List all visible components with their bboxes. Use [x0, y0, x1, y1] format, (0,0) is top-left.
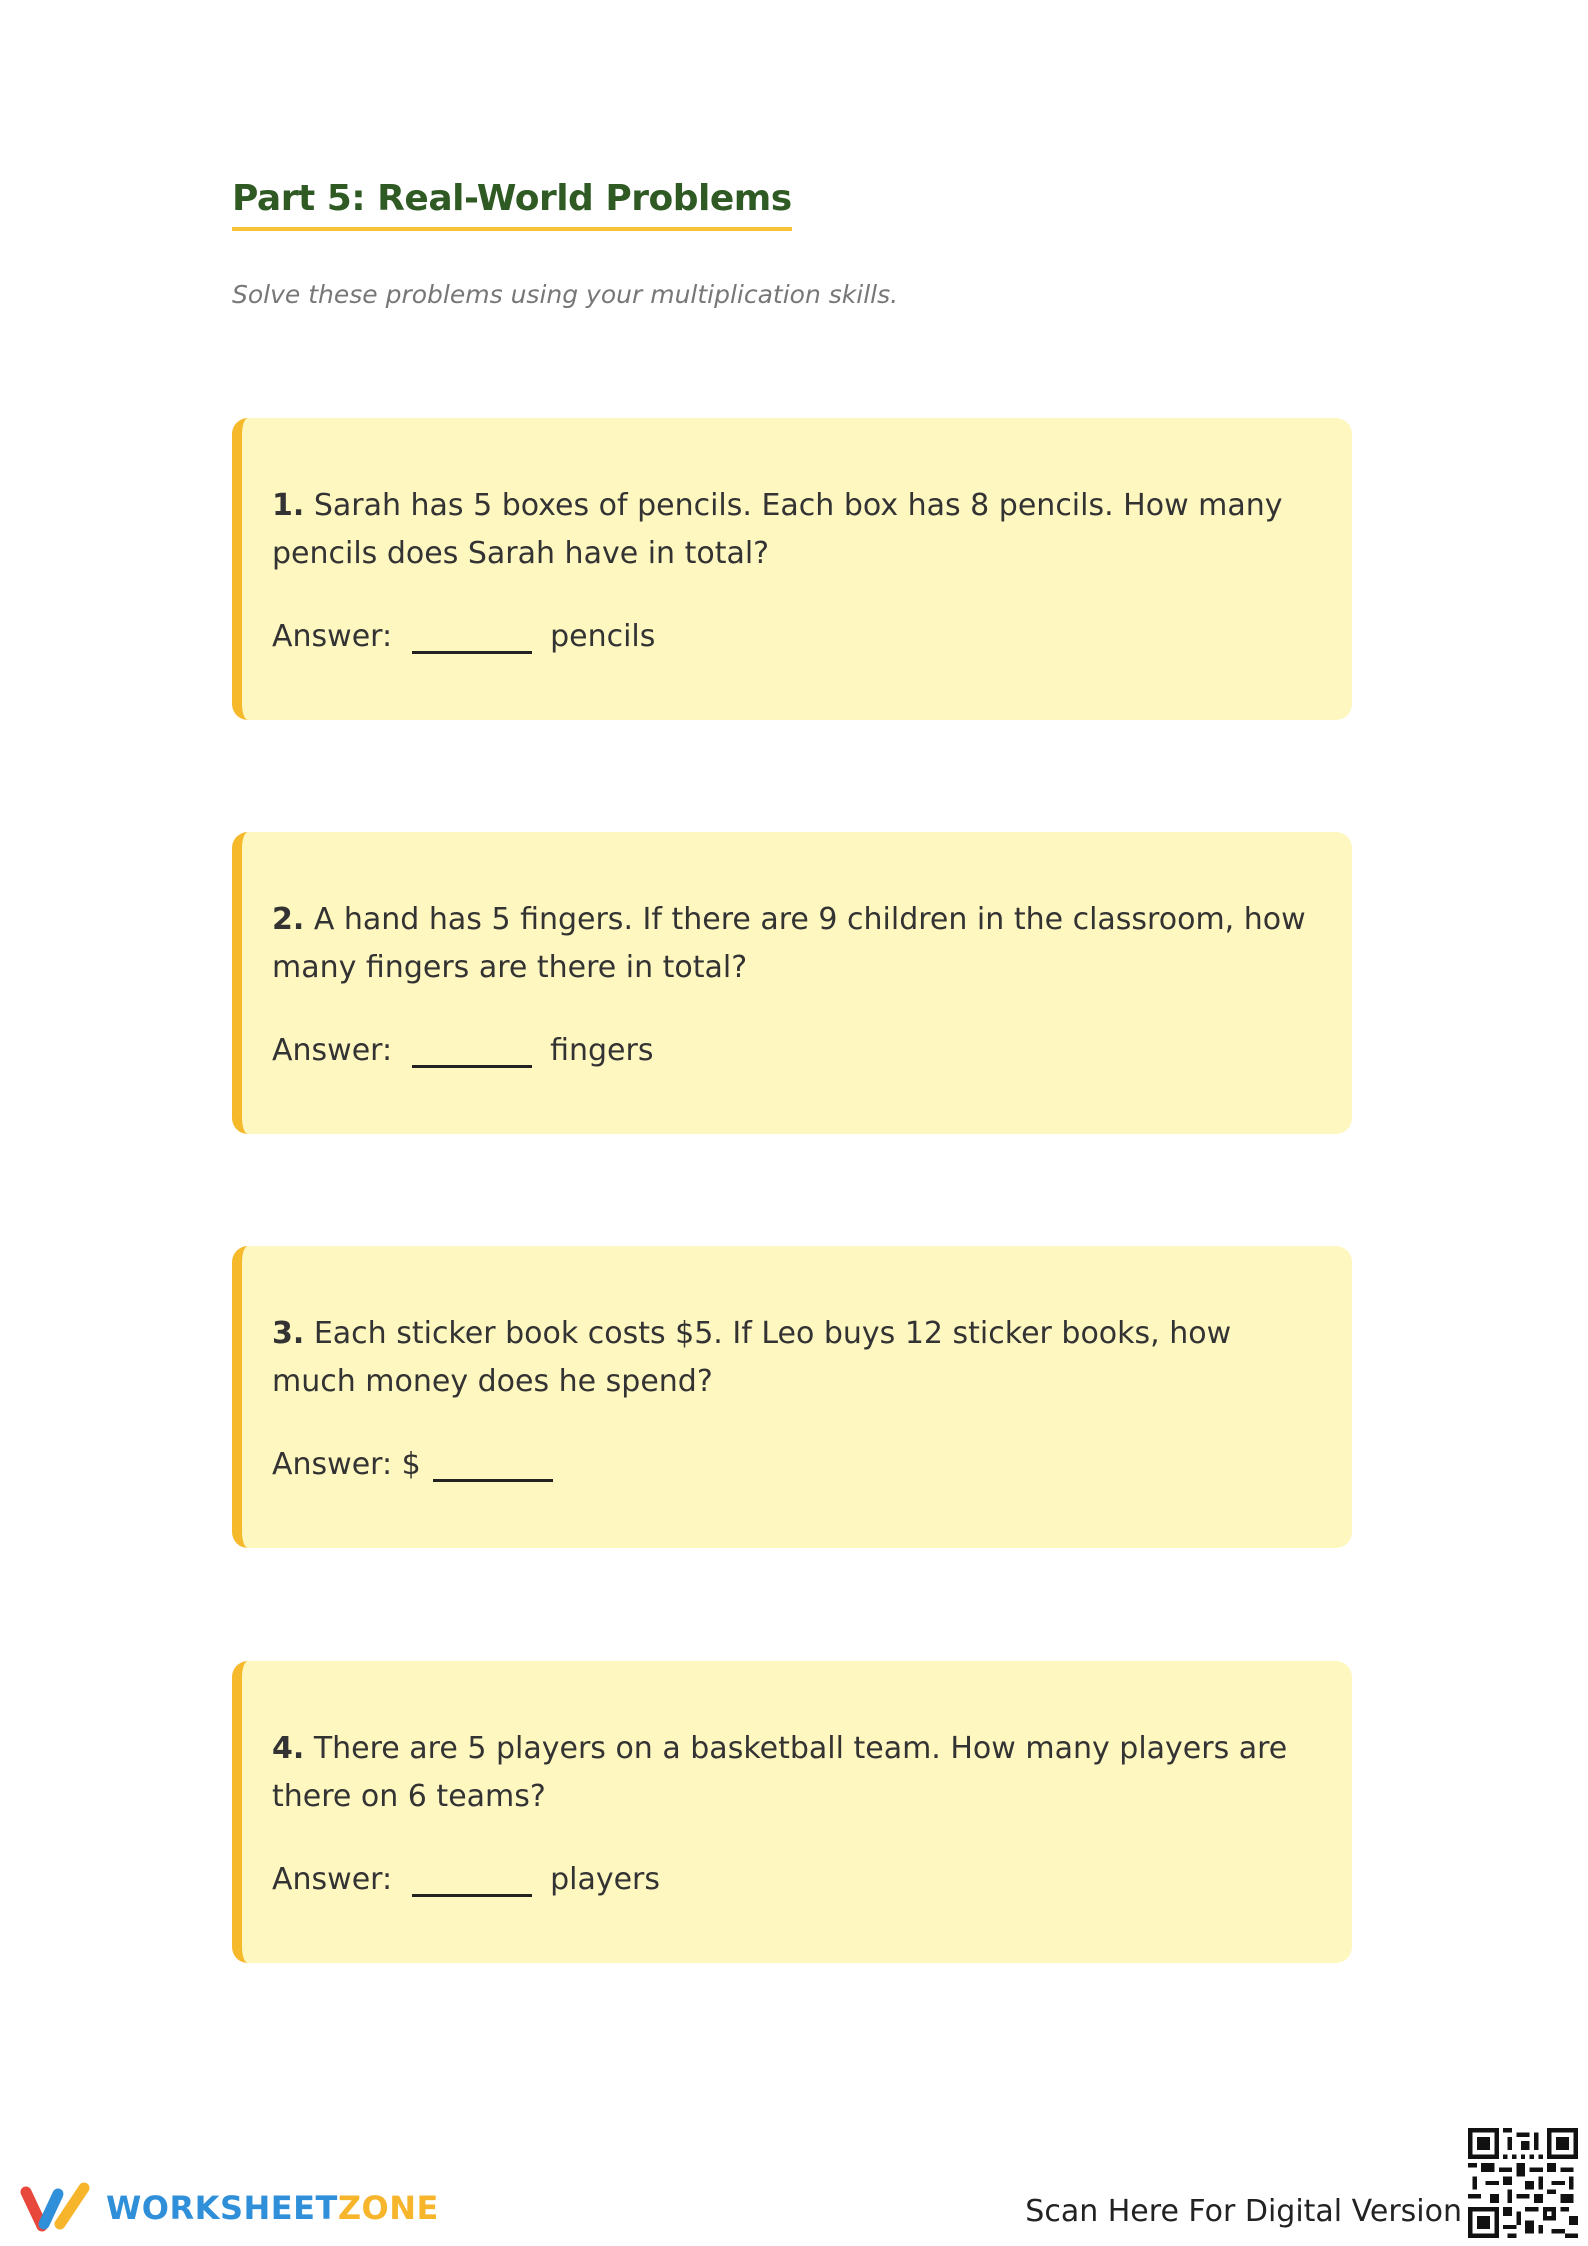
problem-question: There are 5 players on a basketball team. How many players are there on 6 teams? — [272, 1731, 1288, 1814]
answer-label: Answer: — [272, 1033, 393, 1068]
problem-text — [272, 1725, 1312, 1821]
problem-card-4 — [232, 1661, 1352, 1963]
answer-row — [272, 1022, 1312, 1068]
instructions: Solve these problems using your multiplication skills. — [232, 280, 899, 309]
page-title: Part 5: Real-World Problems — [232, 178, 792, 231]
answer-row — [272, 1851, 1312, 1897]
answer-label: Answer: — [272, 1862, 393, 1897]
brand-name-part1: WORKSHEET — [106, 2189, 338, 2227]
problem-question: Sarah has 5 boxes of pencils. Each box has 8 pencils. How many pencils does Sarah have in total? — [272, 488, 1283, 571]
problem-number: 4. — [272, 1731, 305, 1766]
worksheetzone-logo[interactable] — [20, 2180, 439, 2236]
problem-text — [272, 482, 1312, 578]
answer-blank[interactable] — [412, 1035, 532, 1068]
problem-card-3 — [232, 1246, 1352, 1548]
answer-label: Answer: $ — [272, 1447, 421, 1482]
brand-name-part2: ZONE — [337, 2189, 439, 2227]
problem-text — [272, 1310, 1312, 1406]
answer-blank[interactable] — [412, 621, 532, 654]
worksheetzone-logo-icon — [20, 2180, 94, 2236]
answer-unit: fingers — [550, 1033, 654, 1068]
answer-label: Answer: — [272, 619, 393, 654]
problem-number: 2. — [272, 902, 305, 937]
problem-question: Each sticker book costs $5. If Leo buys 12 sticker books, how much money does he spend? — [272, 1316, 1232, 1399]
problem-text — [272, 896, 1312, 992]
brand-name — [106, 2189, 439, 2227]
answer-unit: pencils — [550, 619, 656, 654]
problem-number: 1. — [272, 488, 305, 523]
problem-number: 3. — [272, 1316, 305, 1351]
answer-blank[interactable] — [412, 1864, 532, 1897]
problem-card-1 — [232, 418, 1352, 720]
answer-blank[interactable] — [433, 1449, 553, 1482]
answer-row — [272, 608, 1312, 654]
scan-instruction: Scan Here For Digital Version — [1025, 2194, 1462, 2229]
problem-question: A hand has 5 fingers. If there are 9 children in the classroom, how many fingers are there in total? — [272, 902, 1306, 985]
problem-card-2 — [232, 832, 1352, 1134]
answer-unit: players — [550, 1862, 661, 1897]
qr-code-icon[interactable] — [1468, 2128, 1578, 2238]
answer-row — [272, 1436, 1312, 1482]
